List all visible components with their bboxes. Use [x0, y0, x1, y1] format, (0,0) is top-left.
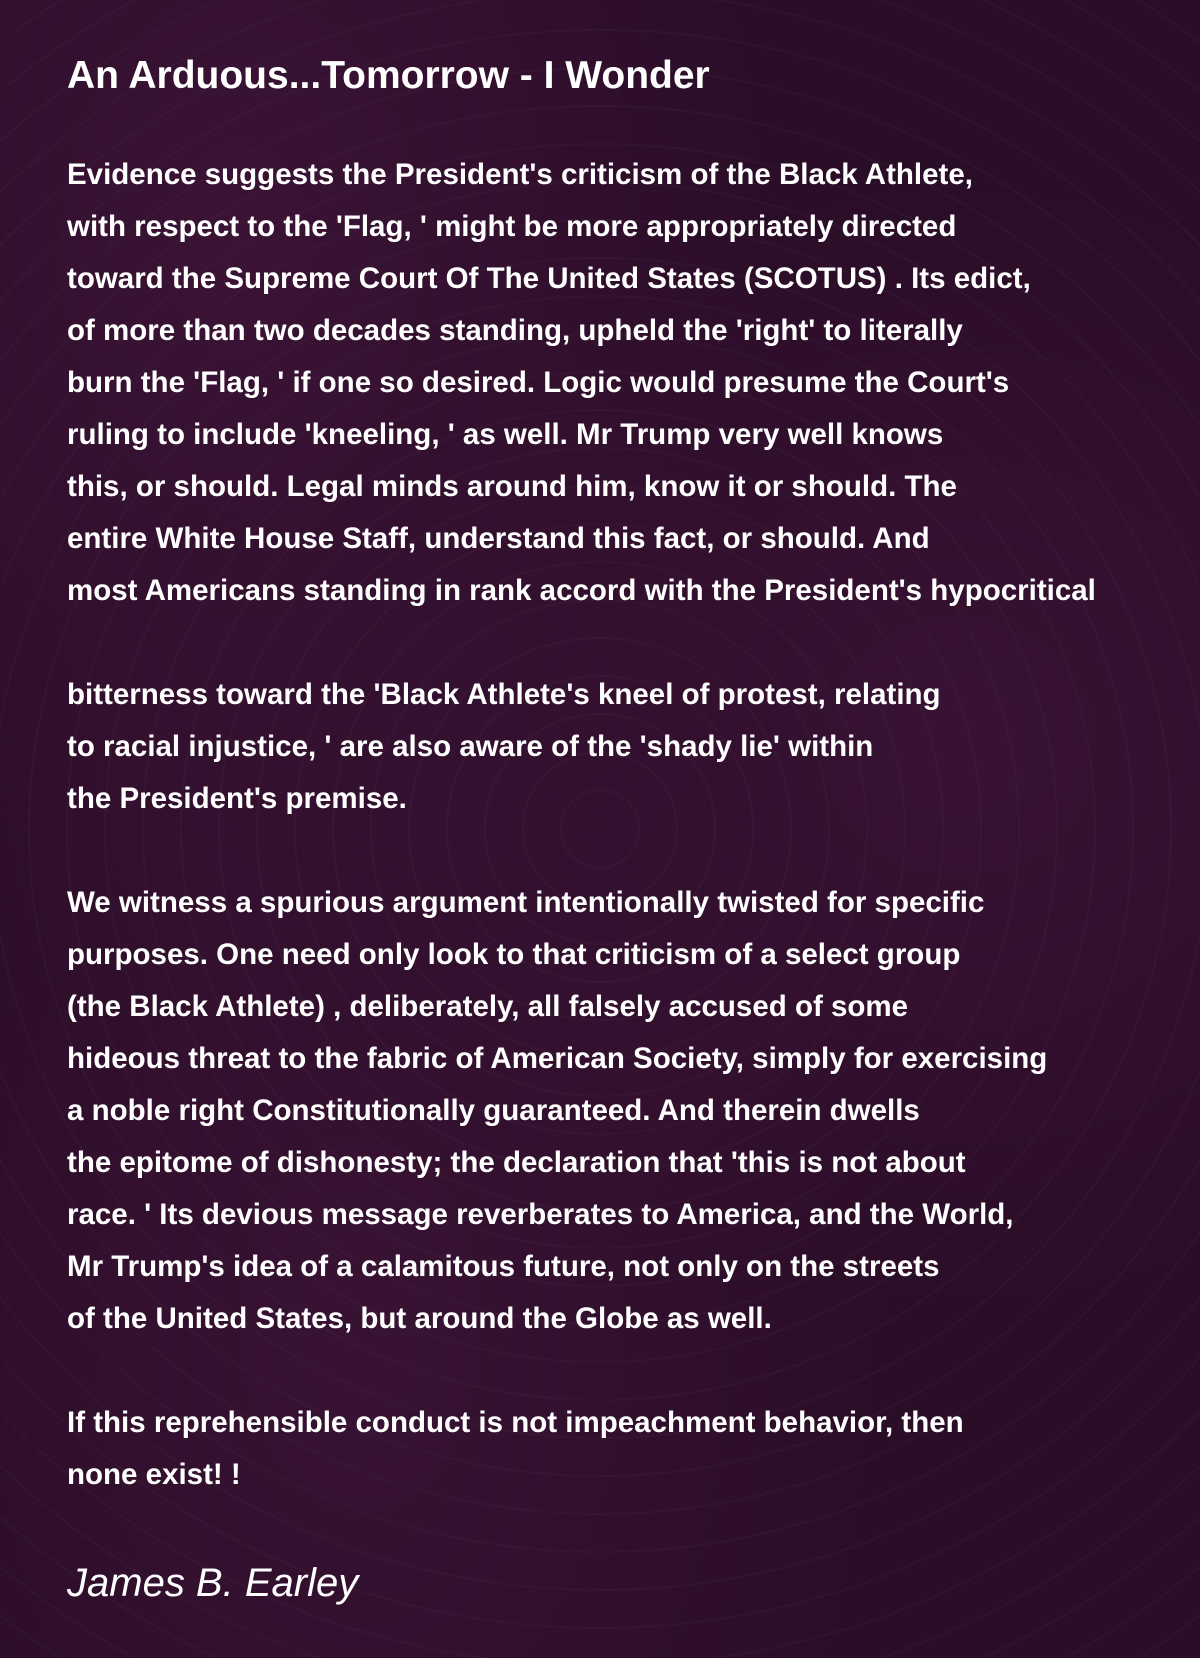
poem-line: ruling to include 'kneeling, ' as well. Mr Trump very well knows	[67, 418, 944, 451]
stanza-break	[67, 617, 1192, 669]
poem-line: a noble right Constitutionally guaranteed. And therein dwells	[67, 1094, 920, 1127]
stanza-break	[67, 825, 1192, 877]
poem-line: purposes. One need only look to that criticism of a select group	[67, 938, 961, 971]
poem-line: with respect to the 'Flag, ' might be more appropriately directed	[67, 210, 957, 243]
poem-line: this, or should. Legal minds around him, know it or should. The	[67, 470, 957, 503]
poem-author: James B. Earley	[67, 1561, 359, 1605]
poem-line: Evidence suggests the President's criticism of the Black Athlete,	[67, 158, 973, 191]
poem-line: of more than two decades standing, upheld the 'right' to literally	[67, 314, 963, 347]
poem-line: the President's premise.	[67, 782, 407, 815]
poem-body	[67, 149, 1192, 1501]
poem-line: We witness a spurious argument intentionally twisted for specific	[67, 886, 985, 919]
poem-line: none exist! !	[67, 1458, 241, 1491]
poem-line: Mr Trump's idea of a calamitous future, not only on the streets	[67, 1250, 940, 1283]
poem-line: burn the 'Flag, ' if one so desired. Logic would presume the Court's	[67, 366, 1010, 399]
poem-line: most Americans standing in rank accord with the President's hypocritical	[67, 574, 1096, 607]
stanza-break	[67, 1345, 1192, 1397]
poem-line: hideous threat to the fabric of American Society, simply for exercising	[67, 1042, 1048, 1075]
poem-line: to racial injustice, ' are also aware of the 'shady lie' within	[67, 730, 874, 763]
poem-line: the epitome of dishonesty; the declaration that 'this is not about	[67, 1146, 966, 1179]
poem-line: race. ' Its devious message reverberates to America, and the World,	[67, 1198, 1014, 1231]
poem-line: toward the Supreme Court Of The United States (SCOTUS) . Its edict,	[67, 262, 1031, 295]
poem-line: entire White House Staff, understand this fact, or should. And	[67, 522, 930, 555]
poem-line: bitterness toward the 'Black Athlete's kneel of protest, relating	[67, 678, 941, 711]
poem-title: An Arduous...Tomorrow - I Wonder	[67, 54, 710, 97]
poem-line: (the Black Athlete) , deliberately, all falsely accused of some	[67, 990, 909, 1023]
poem-line: of the United States, but around the Globe as well.	[67, 1302, 772, 1335]
poem-line: If this reprehensible conduct is not impeachment behavior, then	[67, 1406, 964, 1439]
